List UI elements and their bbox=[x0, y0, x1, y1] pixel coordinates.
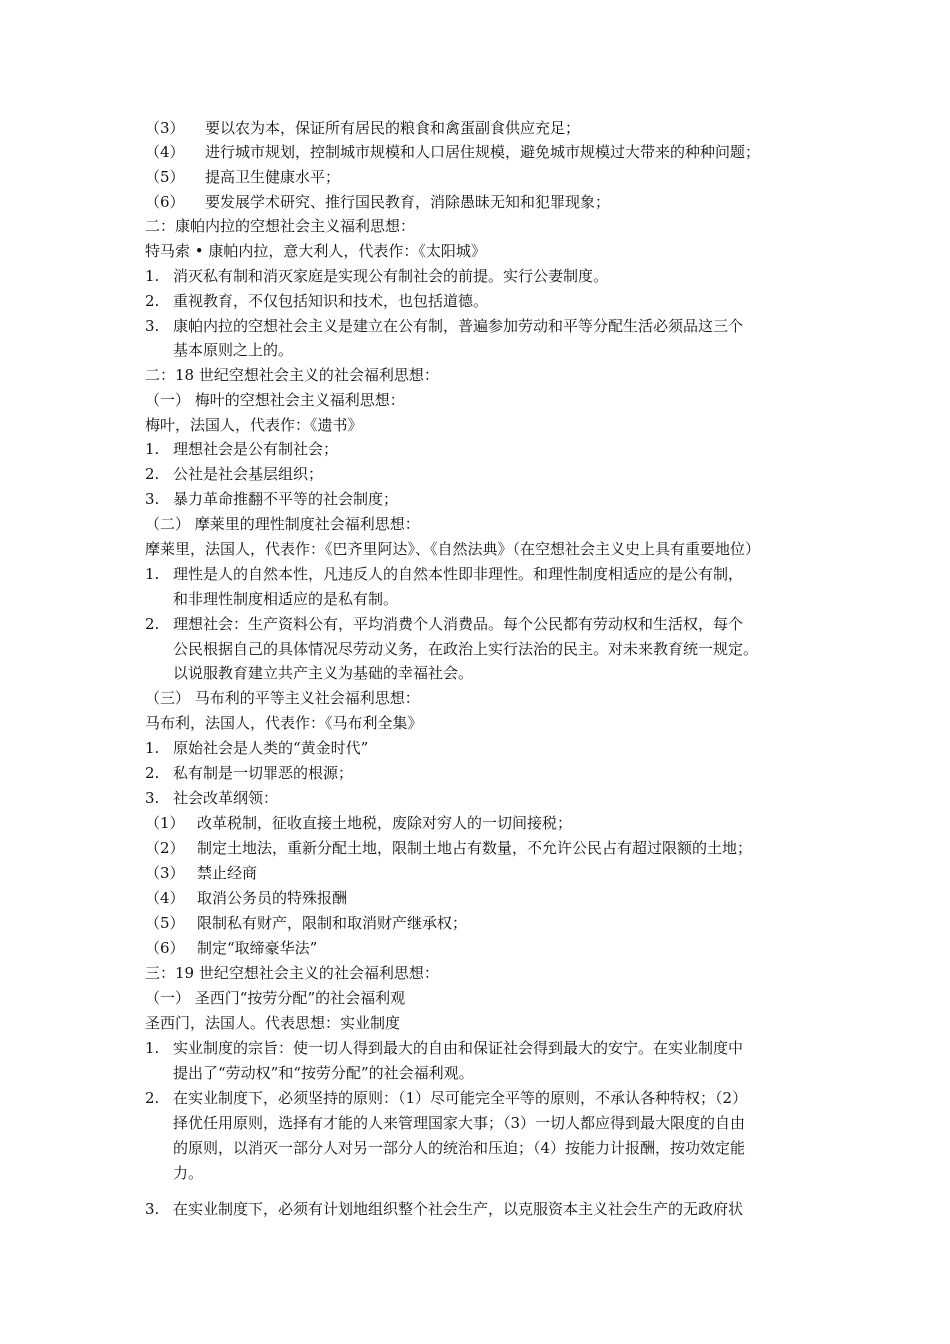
item-marker: 2. bbox=[145, 465, 160, 483]
item-marker: 2. bbox=[145, 764, 160, 782]
item-text: 进行城市规划，控制城市规模和人口居住规模，避免城市规模过大带来的种种问题； bbox=[205, 143, 761, 161]
author-line: 圣西门，法国人。代表思想：实业制度 bbox=[145, 1014, 401, 1032]
list-item bbox=[145, 289, 813, 313]
item-text: 私有制是一切罪恶的根源； bbox=[173, 764, 354, 782]
list-item bbox=[145, 165, 813, 189]
section-heading: 三：19 世纪空想社会主义的社会福利思想： bbox=[145, 964, 439, 982]
list-item bbox=[145, 562, 813, 586]
item-text: 理性是人的自然本性，凡违反人的自然本性即非理性。和理性制度相适应的是公有制， bbox=[173, 565, 744, 583]
list-item bbox=[145, 612, 813, 636]
item-marker: 3. bbox=[145, 1200, 160, 1218]
item-marker: （4） bbox=[145, 889, 185, 907]
item-marker: 1. bbox=[145, 440, 160, 458]
item-text: 消灭私有制和消灭家庭是实现公有制社会的前提。实行公妻制度。 bbox=[173, 267, 609, 285]
item-marker: 1. bbox=[145, 739, 160, 757]
list-item bbox=[145, 936, 813, 960]
author-line: 摩莱里，法国人，代表作：《巴齐里阿达》、《自然法典》（在空想社会主义史上具有重要地位） bbox=[145, 540, 761, 558]
item-marker: （1） bbox=[145, 814, 185, 832]
list-item bbox=[145, 761, 813, 785]
list-item bbox=[145, 437, 813, 461]
item-text: 制定土地法，重新分配土地，限制土地占有数量，不允许公民占有超过限额的土地； bbox=[197, 839, 753, 857]
list-item bbox=[145, 1197, 813, 1221]
item-continuation: 力。 bbox=[173, 1164, 204, 1182]
item-marker: 1. bbox=[145, 1039, 160, 1057]
item-marker: 1. bbox=[145, 267, 160, 285]
list-item bbox=[145, 836, 813, 860]
list-item bbox=[145, 314, 813, 338]
item-text: 在实业制度下，必须坚持的原则：（1）尽可能完全平等的原则，不承认各种特权；（2） bbox=[173, 1089, 748, 1107]
subsection-heading: （一） 梅叶的空想社会主义福利思想： bbox=[145, 391, 405, 409]
item-text: 暴力革命推翻不平等的社会制度； bbox=[173, 490, 399, 508]
item-text: 要发展学术研究、推行国民教育，消除愚昧无知和犯罪现象； bbox=[205, 193, 611, 211]
item-text: 公社是社会基层组织； bbox=[173, 465, 324, 483]
list-item bbox=[145, 462, 813, 486]
item-text: 在实业制度下，必须有计划地组织整个社会生产，以克服资本主义社会生产的无政府状 bbox=[173, 1200, 744, 1218]
section-heading: 二：18 世纪空想社会主义的社会福利思想： bbox=[145, 366, 439, 384]
list-item bbox=[145, 886, 813, 910]
item-continuation: 择优任用原则，选择有才能的人来管理国家大事；（3）一切人都应得到最大限度的自由 bbox=[173, 1114, 746, 1132]
author-line: 特马索 • 康帕内拉，意大利人，代表作：《太阳城》 bbox=[145, 242, 486, 260]
item-text: 禁止经商 bbox=[197, 864, 258, 882]
item-text: 原始社会是人类的“黄金时代” bbox=[173, 739, 369, 757]
item-marker: 2. bbox=[145, 615, 160, 633]
list-item bbox=[145, 487, 813, 511]
item-continuation: 基本原则之上的。 bbox=[173, 341, 294, 359]
list-item bbox=[145, 140, 813, 164]
item-text: 取消公务员的特殊报酬 bbox=[197, 889, 348, 907]
item-text: 社会改革纲领： bbox=[173, 789, 279, 807]
item-marker: （5） bbox=[145, 168, 185, 186]
subsection-heading: （一） 圣西门“按劳分配”的社会福利观 bbox=[145, 989, 406, 1007]
item-marker: （6） bbox=[145, 939, 185, 957]
item-marker: （6） bbox=[145, 193, 185, 211]
item-marker: 2. bbox=[145, 292, 160, 310]
item-text: 康帕内拉的空想社会主义是建立在公有制，普遍参加劳动和平等分配生活必须品这三个 bbox=[173, 317, 744, 335]
list-item bbox=[145, 911, 813, 935]
list-item bbox=[145, 1086, 813, 1110]
item-text: 限制私有财产，限制和取消财产继承权； bbox=[197, 914, 468, 932]
section-heading: 二：康帕内拉的空想社会主义福利思想： bbox=[145, 217, 416, 235]
item-text: 重视教育，不仅包括知识和技术，也包括道德。 bbox=[173, 292, 489, 310]
item-text: 实业制度的宗旨：使一切人得到最大的自由和保证社会得到最大的安宁。在实业制度中 bbox=[173, 1039, 744, 1057]
list-item bbox=[145, 811, 813, 835]
item-continuation: 的原则，以消灭一部分人对另一部分人的统治和压迫；（4）按能力计报酬，按功效定能 bbox=[173, 1139, 746, 1157]
item-text: 理想社会：生产资料公有，平均消费个人消费品。每个公民都有劳动权和生活权，每个 bbox=[173, 615, 744, 633]
item-text: 改革税制，征收直接土地税，废除对穷人的一切间接税； bbox=[197, 814, 573, 832]
item-marker: 3. bbox=[145, 789, 160, 807]
item-text: 理想社会是公有制社会； bbox=[173, 440, 339, 458]
item-marker: 2. bbox=[145, 1089, 160, 1107]
list-item bbox=[145, 264, 813, 288]
item-marker: （4） bbox=[145, 143, 185, 161]
subsection-heading: （三） 马布利的平等主义社会福利思想： bbox=[145, 689, 420, 707]
item-marker: （5） bbox=[145, 914, 185, 932]
list-item bbox=[145, 190, 813, 214]
list-item bbox=[145, 736, 813, 760]
item-continuation: 提出了“劳动权”和“按劳分配”的社会福利观。 bbox=[173, 1064, 474, 1082]
subsection-heading: （二） 摩莱里的理性制度社会福利思想： bbox=[145, 515, 420, 533]
list-item bbox=[145, 861, 813, 885]
item-text: 制定“取缔豪华法” bbox=[197, 939, 318, 957]
item-continuation: 以说服教育建立共产主义为基础的幸福社会。 bbox=[173, 664, 474, 682]
item-marker: 3. bbox=[145, 490, 160, 508]
list-item bbox=[145, 1036, 813, 1060]
list-item bbox=[145, 116, 813, 140]
item-marker: （2） bbox=[145, 839, 185, 857]
item-marker: （3） bbox=[145, 119, 185, 137]
item-marker: 1. bbox=[145, 565, 160, 583]
item-continuation: 和非理性制度相适应的是私有制。 bbox=[173, 590, 399, 608]
list-item bbox=[145, 786, 813, 810]
item-marker: （3） bbox=[145, 864, 185, 882]
item-text: 提高卫生健康水平； bbox=[205, 168, 341, 186]
item-text: 要以农为本，保证所有居民的粮食和禽蛋副食供应充足； bbox=[205, 119, 581, 137]
author-line: 马布利，法国人，代表作：《马布利全集》 bbox=[145, 714, 423, 732]
author-line: 梅叶，法国人，代表作：《遗书》 bbox=[145, 416, 363, 434]
item-continuation: 公民根据自己的具体情况尽劳动义务，在政治上实行法治的民主。对未来教育统一规定。 bbox=[173, 640, 759, 658]
item-marker: 3. bbox=[145, 317, 160, 335]
